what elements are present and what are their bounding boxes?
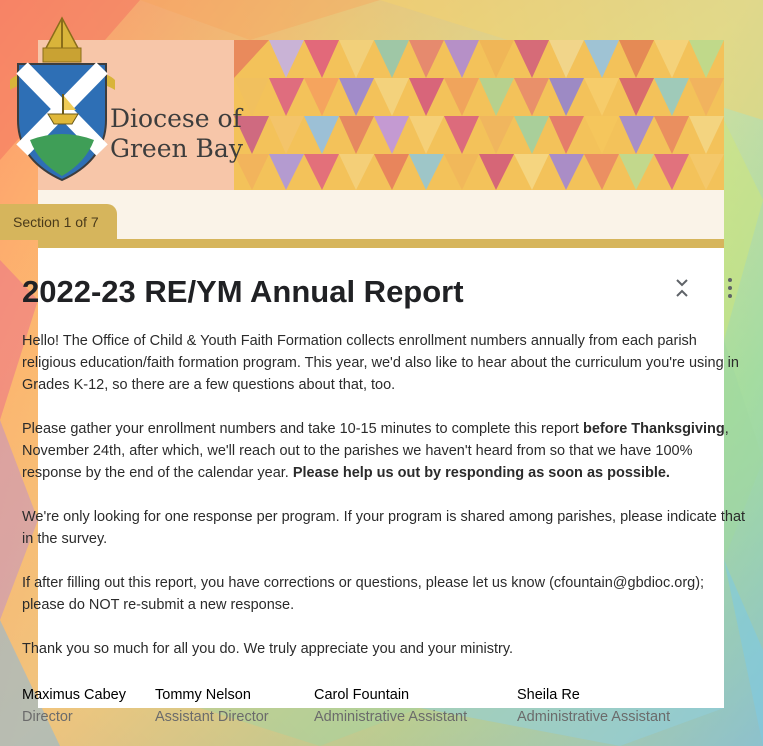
deadline-text-before: Please gather your enrollment numbers and take 10-15 minutes to complete this report xyxy=(22,421,583,437)
staff-name: Maximus Cabey xyxy=(22,687,126,703)
staff-role: Assistant Director xyxy=(155,709,269,725)
staff-member xyxy=(517,684,670,728)
deadline-bold: before Thanksgiving xyxy=(582,421,725,437)
more-vert-icon[interactable] xyxy=(720,276,740,300)
staff-member xyxy=(314,684,467,728)
section-indicator-tab: Section 1 of 7 xyxy=(0,204,117,240)
form-header xyxy=(22,262,752,312)
logo-line1: Diocese of xyxy=(110,104,242,133)
description-deadline xyxy=(22,418,747,484)
staff-name: Tommy Nelson xyxy=(155,687,251,703)
staff-role: Director xyxy=(22,709,73,725)
staff-name: Carol Fountain xyxy=(314,687,410,703)
header-mosaic-pattern xyxy=(234,40,724,190)
section-accent-line xyxy=(38,239,724,248)
form-title: 2022-23 RE/YM Annual Report xyxy=(22,274,464,309)
description-thanks: Thank you so much for all you do. We truly appreciate you and your ministry. xyxy=(22,641,514,657)
diocese-wordmark xyxy=(110,104,243,164)
description-intro: Hello! The Office of Child & Youth Faith Formation collects enrollment numbers annually from each parish religious education/faith formation program. This year, we'd also like to hear about the curriculum you're using in Grades K-12, so there are a few questions about that, too. xyxy=(22,333,739,393)
description-one-response: We're only looking for one response per program. If your program is shared among parishes, please indicate that in the survey. xyxy=(22,509,746,547)
description-corrections: If after filling out this report, you have corrections or questions, please let us know (cfountain@gbdioc.org); please do NOT re-submit a new response. xyxy=(22,575,705,613)
section-header-strip xyxy=(38,190,724,242)
staff-member xyxy=(155,684,269,728)
diocese-crest-logo xyxy=(0,10,125,185)
staff-name: Sheila Re xyxy=(517,687,580,703)
collapse-chevrons-icon[interactable] xyxy=(672,276,692,300)
logo-line2: Green Bay xyxy=(110,134,243,163)
staff-role: Administrative Assistant xyxy=(517,709,671,725)
deadline-plea: Please help us out by responding as soon as possible. xyxy=(292,465,670,481)
staff-role: Administrative Assistant xyxy=(314,709,468,725)
staff-member xyxy=(22,684,126,728)
deadline-text-after: , November 24th, after which, we'll reach out to the parishes we haven't heard from so that we have 100% response by the end of the calendar year. xyxy=(22,421,729,481)
